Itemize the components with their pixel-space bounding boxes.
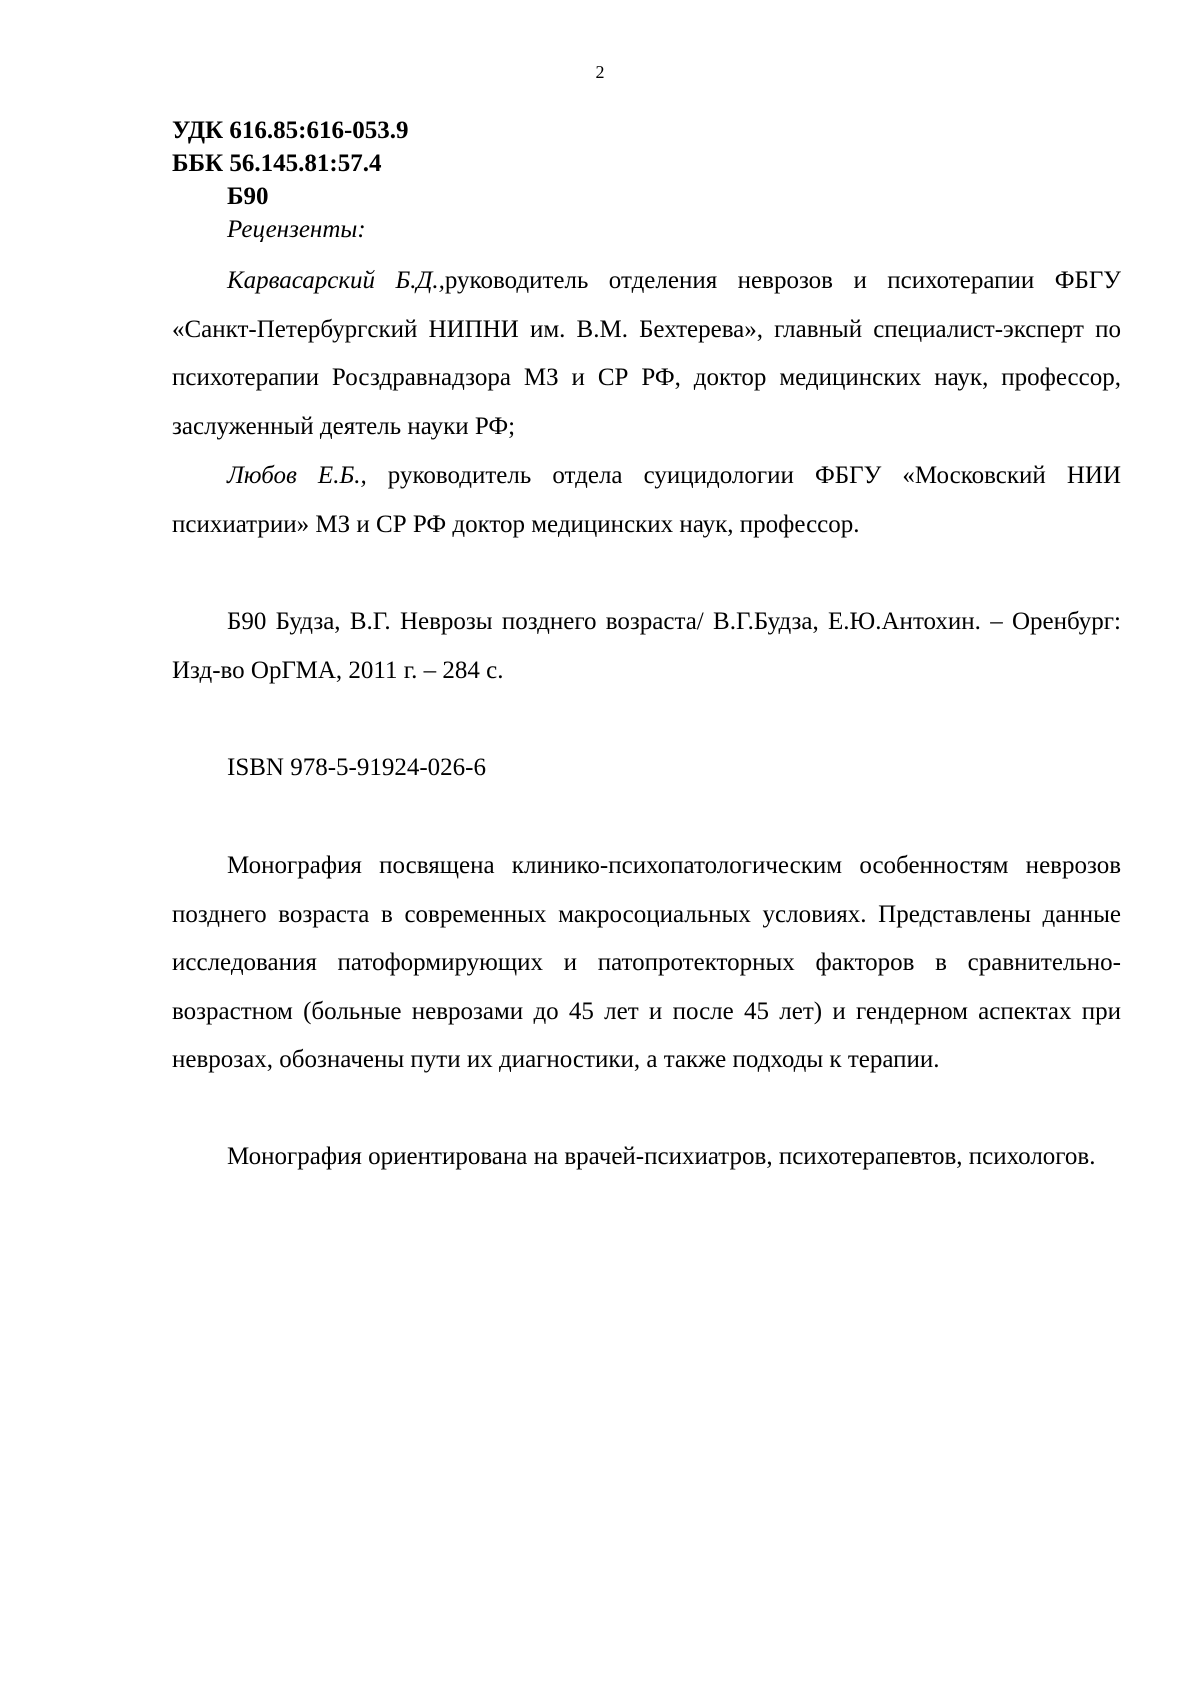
reviewer-description: руководитель отделения неврозов и психотерапии ФБГУ «Санкт-Петербургский НИПНИ им. В.М. Бехтерева», главный специалист-эксперт по психотерапии Росздравнадзора МЗ и СР РФ, доктор медицинских наук, профессор, заслуженный деятель науки РФ; [172,267,1121,440]
bbk-code: ББК 56.145.81:57.4 [172,150,382,177]
udk-code: УДК 616.85:616-053.9 [172,117,409,144]
abstract-paragraph: Монография ориентирована на врачей-психиатров, психотерапевтов, психологов. [227,1143,1096,1170]
reviewer-entry [172,452,1121,549]
classification-codes [172,114,1052,213]
reviewer-name: Карвасарский Б.Д., [227,267,445,294]
author-mark: Б90 [227,183,269,210]
reviewer-entry [172,257,1121,451]
isbn: ISBN 978-5-91924-026-6 [227,754,487,781]
bibliographic-record: Б90 Будза, В.Г. Неврозы позднего возраста/ В.Г.Будза, Е.Ю.Антохин. – Оренбург: Изд-во ОрГМА, 2011 г. – 284 с. [172,608,1121,684]
reviewers-title: Рецензенты: [227,216,366,243]
reviewer-description: руководитель отдела суицидологии ФБГУ «Московский НИИ психиатрии» МЗ и СР РФ доктор медицинских наук, профессор. [172,462,1121,538]
reviewer-name: Любов Е.Б., [227,462,367,489]
page-number: 2 [595,62,605,82]
abstract-paragraph: Монография посвящена клинико-психопатологическим особенностям неврозов позднего возраста в современных макросоциальных условиях. Представлены данные исследования патоформирующих и патопротекторных факторов в сравнительно-возрастном (больные неврозами до 45 лет и после 45 лет) и гендерном аспектах при неврозах, обозначены пути их диагностики, а также подходы к терапии. [172,852,1121,1073]
